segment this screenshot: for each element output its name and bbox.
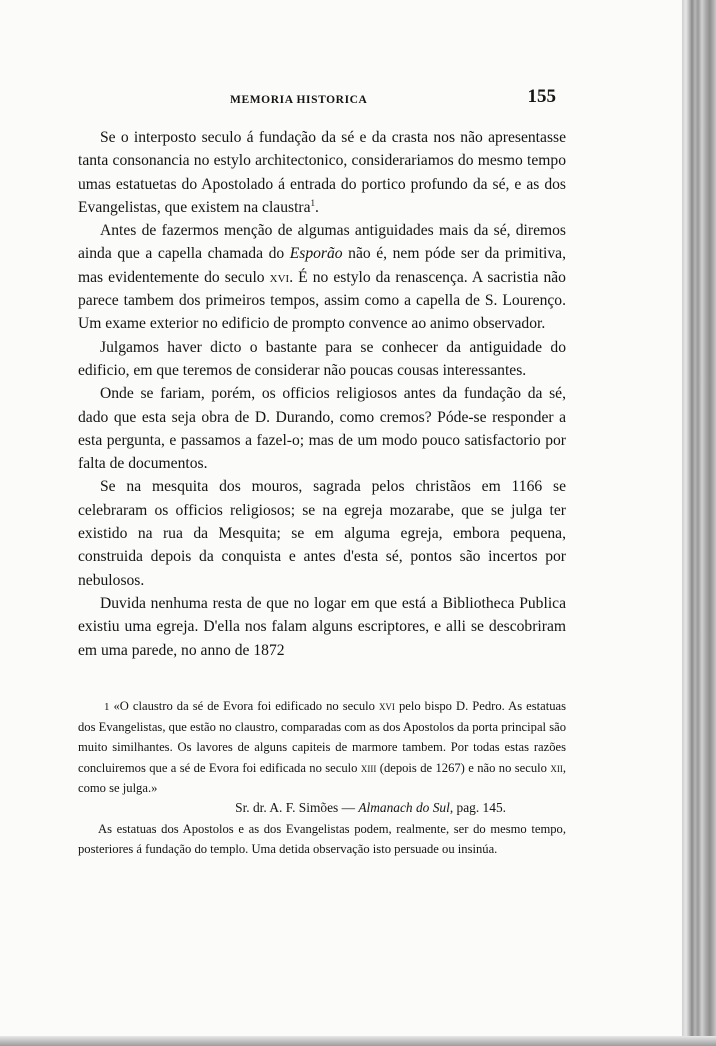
- footnote-1-text-a: «O claustro da sé de Evora foi edificado no seculo: [113, 698, 379, 713]
- footnote-1-text-c: (depois de 1267) e não no seculo: [376, 760, 551, 775]
- paragraph-1-text: Se o interposto seculo á fundação da sé e da crasta nos não apresentasse tanta consonancia no estylo architectonico, considerariamos do mesmo tempo umas estatuetas do Apostolado á entrada do portico profundo da sé, e as dos Evangelistas, que existem na claustra: [78, 129, 566, 216]
- footnote-marker: 1: [104, 700, 110, 713]
- footnote-1-text-b: pelo bispo D. Pedro. As estatuas dos Evangelistas, que estão no claustro, comparadas com as dos Apostolos da porta principal são muito similhantes. Os lavores de alguns capiteis de marmore tambem. Por todas estas razões concluiremos que a sé de Evora foi edificada no seculo: [78, 698, 566, 775]
- paragraph-1: [78, 126, 566, 219]
- footnote-1-text-d: , como se julga.»: [78, 760, 567, 796]
- paragraph-3: Julgamos haver dicto o bastante para se conhecer da antiguidade do edificio, em que teremos de considerar não poucas cousas interessantes.: [78, 338, 566, 379]
- footnote-signature: [78, 798, 566, 818]
- footnote-ref: 1: [310, 197, 316, 208]
- paragraph-2-text-c: . É no estylo da renascença. A sacristia não parece tambem dos primeiros tempos, assim como a capella de S. Lourenço. Um exame exterior no edificio de prompto convence ao animo observador.: [78, 268, 566, 333]
- paragraph-2-text-b: não é, nem póde ser da primitiva, mas evidentemente do seculo: [78, 245, 566, 286]
- paragraph-4: Onde se fariam, porém, os officios religiosos antes da fundação da sé, dado que esta seja obra de D. Durando, como cremos? Póde-se responder a esta pergunta, e passamos a fazel-o; mas de um modo pouco satisfactorio por falta de documentos.: [78, 385, 566, 473]
- footnote-1-century-xii: xii: [550, 760, 563, 775]
- paragraph-2: [78, 219, 566, 335]
- book-edge: [682, 0, 716, 1046]
- signature-title: Almanach do Sul: [358, 800, 450, 816]
- signature-author: Sr. dr. A. F. Simões —: [235, 800, 359, 816]
- paragraph-2-century: xvi: [269, 268, 290, 286]
- paragraph-1-end: .: [315, 198, 319, 216]
- footnotes: [78, 696, 566, 859]
- running-head: MEMORIA HISTORICA: [230, 94, 368, 106]
- book-page: [78, 84, 566, 859]
- paragraph-2-italic: Esporão: [289, 245, 343, 263]
- page-header: [78, 84, 566, 114]
- footnote-1-century-xiii: xiii: [360, 760, 377, 775]
- footnote-2: As estatuas dos Apostolos e as dos Evangelistas podem, realmente, ser do mesmo tempo, posteriores á fundação do templo. Uma detida observação isto persuade ou insinúa.: [78, 821, 566, 856]
- paragraph-5: Se na mesquita dos mouros, sagrada pelos christãos em 1166 se celebraram os officios religiosos; se na egreja mozarabe, que se julga ter existido na rua da Mesquita; se em alguma egreja, embora pequena, construida depois da conquista e antes d'esta sé, pontos são incertos por nebulosos.: [78, 478, 566, 589]
- page-bottom-edge: [0, 1036, 716, 1046]
- footnote-1: [78, 696, 566, 798]
- paragraph-6: Duvida nenhuma resta de que no logar em que está a Bibliotheca Publica existiu uma egreja. D'ella nos falam alguns escriptores, e alli se descobriram em uma parede, no anno de 1872: [78, 594, 566, 659]
- paragraph-2-text-a: Antes de fazermos menção de algumas antiguidades mais da sé, diremos ainda que a capella chamada do: [78, 222, 566, 263]
- body-text: [78, 126, 566, 662]
- page-number: 155: [527, 86, 556, 107]
- signature-page: , pag. 145.: [449, 800, 506, 816]
- footnote-1-century-xvi: xvi: [378, 698, 395, 713]
